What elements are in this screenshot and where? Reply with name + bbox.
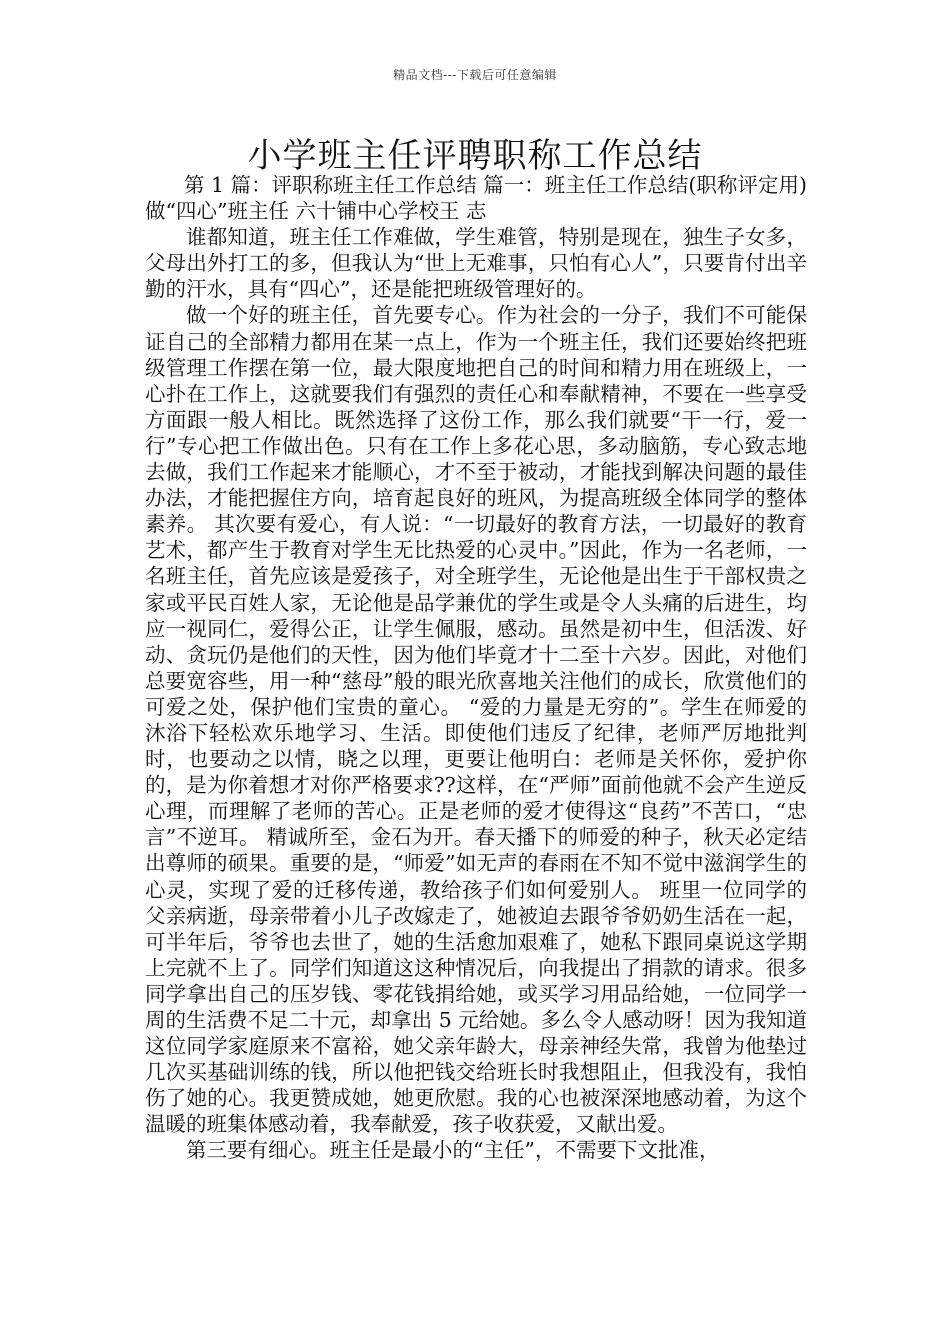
- paragraph-2: 做一个好的班主任，首先要专心。作为社会的一分子，我们不可能保证自己的全部精力都用在某一点上，作为一个班主任，我们还要始终把班级管理工作摆在第一位，最大限度地把自己的时间和精力用在班级上，一心扑在工作上，这就要我们有强烈的责任心和奉献精神，不要在一些享受方面跟一般人相比。既然选择了这份工作，那么我们就要“干一行，爱一行”专心把工作做出色。只有在工作上多花心思，多动脑筋，专心致志地去做，我们工作起来才能顺心，才不至于被动，才能找到解决问题的最佳办法，才能把握住方向，培育起良好的班风，为提高班级全体同学的整体素养。 其次要有爱心，有人说：“一切最好的教育方法，一切最好的教育艺术，都产生于教育对学生无比热爱的心灵中。”因此，作为一名老师，一名班主任，首先应该是爱孩子，对全班学生，无论他是出生于干部权贵之家或平民百姓人家，无论他是品学兼优的学生或是令人头痛的后进生，均应一视同仁，爱得公正，让学生佩服，感动。虽然是初中生，但活泼、好动、贪玩仍是他们的天性，因为他们毕竟才十二至十六岁。因此，对他们总要宽容些，用一种“慈母”般的眼光欣喜地关注他们的成长，欣赏他们的可爱之处，保护他们宝贵的童心。 “爱的力量是无穷的”。学生在师爱的沐浴下轻松欢乐地学习、生活。即使他们违反了纪律，老师严厉地批判时，也要动之以情，晓之以理，更要让他明白：老师是关怀你，爱护你的，是为你着想才对你严格要求??这样，在“严师”面前他就不会产生逆反心理，而理解了老师的苦心。正是老师的爱才使得这“良药”不苦口，“忠言”不逆耳。 精诚所至，金石为开。春天播下的师爱的种子，秋天必定结出尊师的硕果。重要的是，“师爱”如无声的春雨在不知不觉中滋润学生的心灵，实现了爱的迁移传递，教给孩子们如何爱别人。 班里一位同学的父亲病逝，母亲带着小儿子改嫁走了，她被迫去跟爷爷奶奶生活在一起，可半年后，爷爷也去世了，她的生活愈加艰难了，她私下跟同桌说这学期上完就不上了。同学们知道这这种情况后，向我提出了捐款的请求。很多同学拿出自己的压岁钱、零花钱捐给她，或买学习用品给她，一位同学一周的生活费不足二十元，却拿出 5 元给她。多么令人感动呀！因为我知道这位同学家庭原来不富裕，她父亲年龄大，母亲神经失常，我曾为他垫过几次买基础训练的钱，所以他把钱交给班长时我想阻止，但我没有，我怕伤了她的心。我更赞成她，她更欣慰。我的心也被深深地感动着，为这个温暖的班集体感动着，我奉献爱，孩子收获爱，又献出爱。: [145, 303, 807, 1137]
- paragraph-intro: 第 1 篇：评职称班主任工作总结 篇一：班主任工作总结(职称评定用)做“四心”班主任 六十铺中心学校王 志: [145, 173, 807, 224]
- header-note: 精品文档---下载后可任意编辑: [393, 68, 557, 82]
- document-body: [145, 172, 807, 1164]
- document-title: 小学班主任评聘职称工作总结: [247, 136, 703, 176]
- paragraph-1: 谁都知道，班主任工作难做，学生难管，特别是现在，独生子女多，父母出外打工的多，但我认为“世上无难事，只怕有心人”，只要肯付出辛勤的汗水，具有“四心”，还是能把班级管理好的。: [145, 225, 807, 302]
- paragraph-3: 第三要有细心。班主任是最小的“主任”，不需要下文批准，: [186, 1138, 720, 1163]
